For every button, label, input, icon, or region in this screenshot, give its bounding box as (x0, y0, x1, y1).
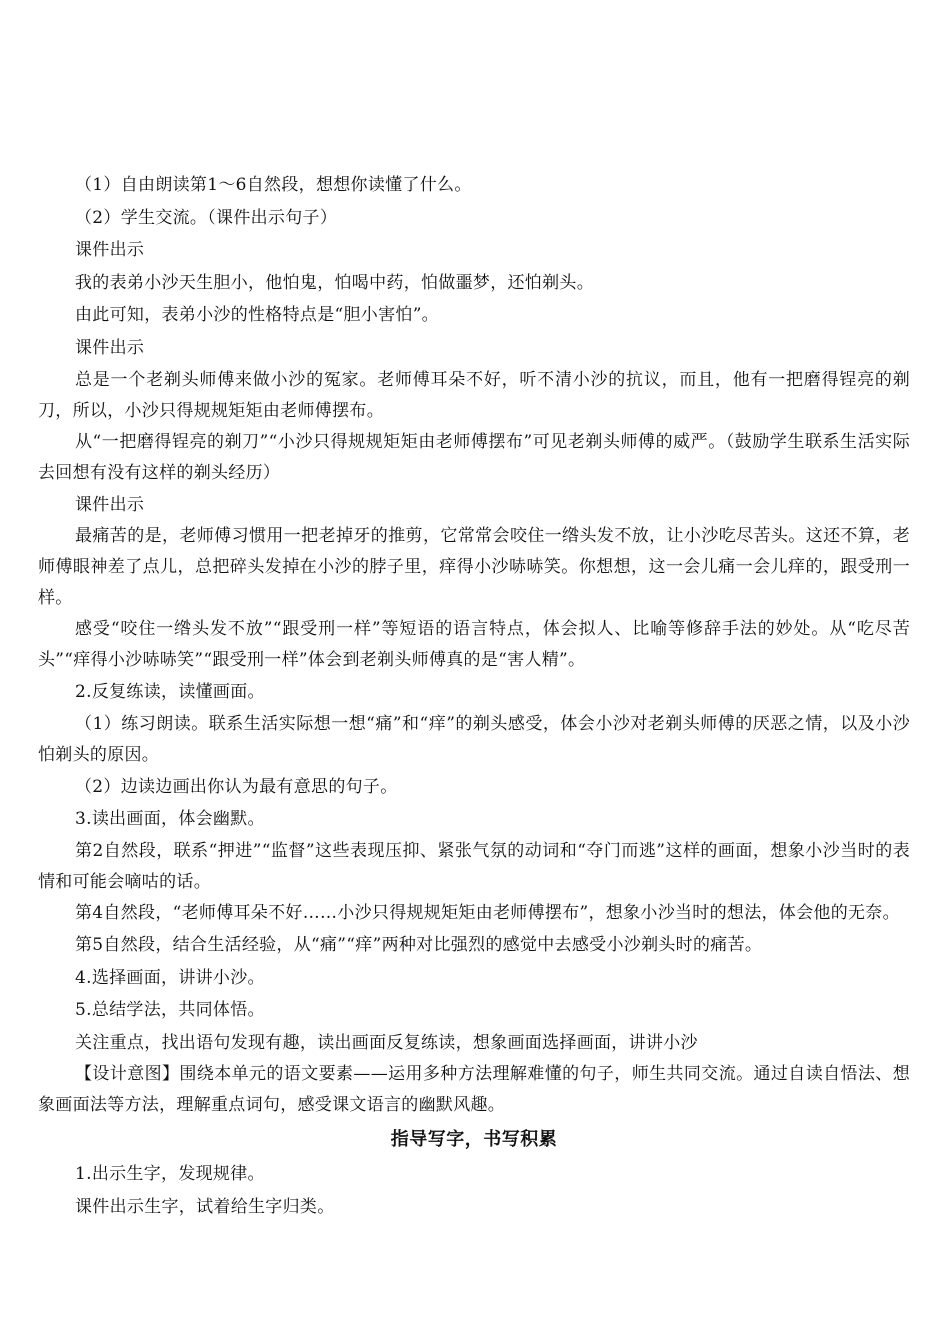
paragraph: 第5自然段，结合生活经验，从“痛”“痒”两种对比强烈的感觉中去感受小沙剃头时的痛苦。 (75, 934, 763, 955)
paragraph: 1.出示生字，发现规律。 (75, 1164, 265, 1185)
paragraph: 课件出示 (75, 240, 145, 261)
paragraph: 最痛苦的是，老师傅习惯用一把老掉牙的推剪，它常常会咬住一绺头发不放，让小沙吃尽苦头。这还不算，老师傅眼神差了点儿，总把碎头发掉在小沙的脖子里，痒得小沙哧哧笑。你想想，这一会儿痛一会儿痒的，跟受刑一样。 (38, 526, 910, 609)
paragraph: 4.选择画面，讲讲小沙。 (75, 967, 265, 988)
paragraph: 感受“咬住一绺头发不放”“跟受刑一样”等短语的语言特点，体会拟人、比喻等修辞手法的妙处。从“吃尽苦头”“痒得小沙哧哧笑”“跟受刑一样”体会到老剃头师傅真的是“害人精”。 (38, 619, 910, 671)
paragraph: （2）边读边画出你认为最有意思的句子。 (75, 776, 398, 797)
paragraph: 第2自然段，联系“押进”“监督”这些表现压抑、紧张气氛的动词和“夺门而逃”这样的画面，想象小沙当时的表情和可能会嘀咕的话。 (38, 840, 910, 892)
paragraph: （1）自由朗读第1～6自然段，想想你读懂了什么。 (75, 175, 472, 195)
paragraph: （2）学生交流。（课件出示句子） (75, 207, 338, 228)
design-intent-paragraph: 【设计意图】围绕本单元的语文要素——运用多种方法理解难懂的句子，师生共同交流。通过自读自悟法、想象画面法等方法，理解重点词句，感受课文语言的幽默风趣。 (38, 1064, 910, 1116)
paragraph: （1）练习朗读。联系生活实际想一想“痛”和“痒”的剃头感受，体会小沙对老剃头师傅的厌恶之情，以及小沙怕剃头的原因。 (38, 713, 910, 765)
paragraph: 课件出示生字，试着给生字归类。 (75, 1196, 335, 1217)
section-heading: 指导写字，书写积累 (390, 1129, 558, 1151)
paragraph: 3.读出画面，体会幽默。 (75, 809, 265, 830)
paragraph: 关注重点，找出语句发现有趣，读出画面反复练读，想象画面选择画面，讲讲小沙 (75, 1032, 698, 1053)
paragraph: 课件出示 (75, 337, 145, 358)
paragraph: 总是一个老剃头师傅来做小沙的冤家。老师傅耳朵不好，听不清小沙的抗议，而且，他有一把磨得锃亮的剃刀，所以，小沙只得规规矩矩由老师傅摆布。 (38, 369, 910, 421)
document-body (38, 169, 910, 1224)
paragraph: 由此可知，表弟小沙的性格特点是“胆小害怕”。 (75, 305, 439, 326)
paragraph: 我的表弟小沙天生胆小，他怕鬼，怕喝中药，怕做噩梦，还怕剃头。 (75, 272, 594, 293)
paragraph: 课件出示 (75, 494, 145, 515)
paragraph: 5.总结学法，共同体悟。 (75, 1000, 265, 1021)
paragraph: 从“一把磨得锃亮的剃刀”“小沙只得规规矩矩由老师傅摆布”可见老剃头师傅的威严。（鼓励学生联系生活实际去回想有没有这样的剃头经历） (38, 431, 910, 483)
paragraph: 第4自然段，“老师傅耳朵不好……小沙只得规规矩矩由老师傅摆布”，想象小沙当时的想法，体会他的无奈。 (75, 902, 900, 923)
paragraph: 2.反复练读，读懂画面。 (75, 682, 265, 703)
